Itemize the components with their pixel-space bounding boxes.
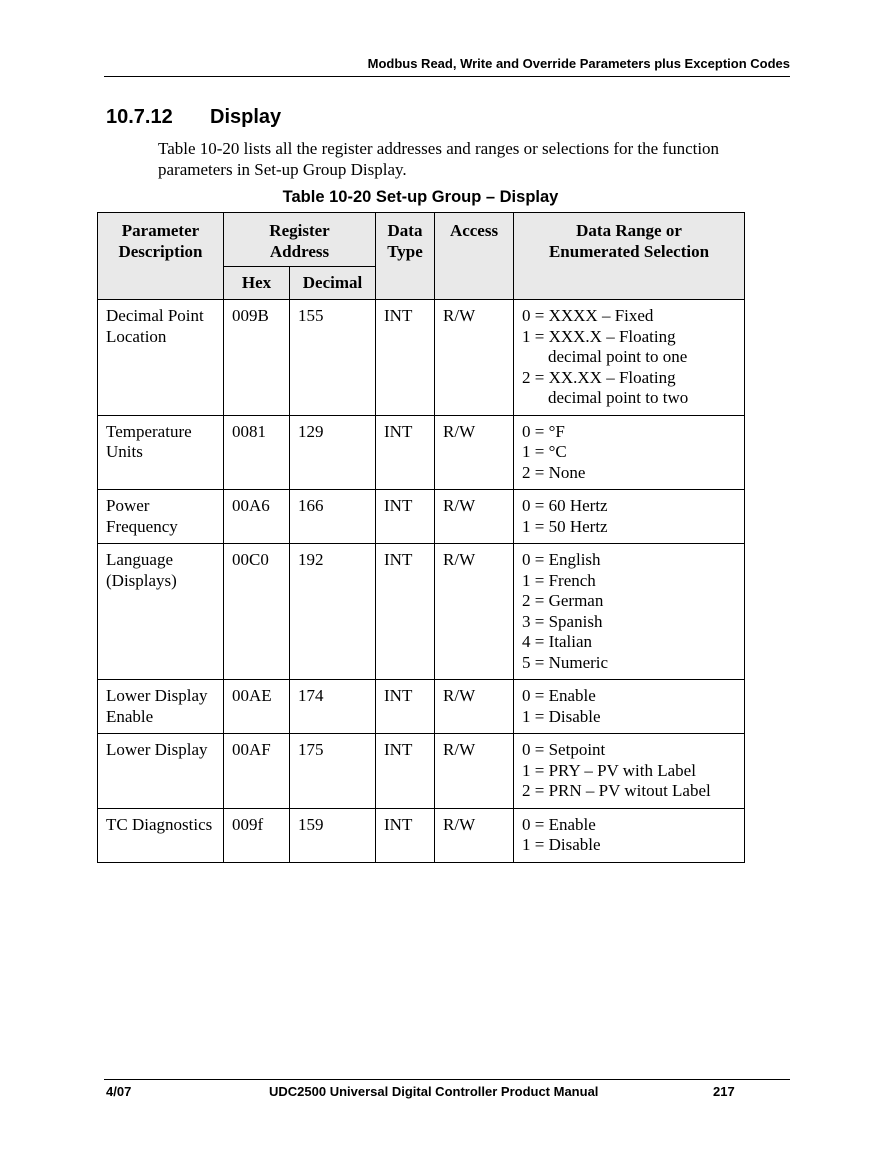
cell-parameter-description: TC Diagnostics <box>98 808 224 862</box>
cell-parameter-description: Decimal Point Location <box>98 300 224 416</box>
header-data-range: Data Range or Enumerated Selection <box>514 213 745 300</box>
table-row <box>98 680 745 734</box>
cell-data-type: INT <box>376 490 435 544</box>
cell-decimal: 175 <box>290 734 376 809</box>
range-option: 0 = Setpoint <box>522 740 606 759</box>
intro-line: parameters in Set-up Group Display. <box>158 159 407 179</box>
header-decimal: Decimal <box>290 267 376 300</box>
header-parameter-description: Parameter Description <box>98 213 224 300</box>
cell-decimal: 192 <box>290 544 376 680</box>
intro-paragraph <box>158 139 758 180</box>
range-option: 1 = French <box>522 570 596 590</box>
range-option: 1 = Disable <box>522 835 601 854</box>
cell-hex: 00C0 <box>224 544 290 680</box>
cell-access: R/W <box>435 544 514 680</box>
cell-hex: 00A6 <box>224 490 290 544</box>
range-option: decimal point to two <box>548 388 689 407</box>
footer-rule <box>104 1079 790 1080</box>
intro-line: Table 10-20 lists all the register addresses and ranges or selections for the function <box>158 139 720 158</box>
cell-access: R/W <box>435 680 514 734</box>
range-option: 0 = °F <box>522 421 565 441</box>
footer-manual-title: UDC2500 Universal Digital Controller Product Manual <box>269 1084 599 1099</box>
footer-date: 4/07 <box>106 1084 132 1099</box>
cell-access: R/W <box>435 734 514 809</box>
range-option: 0 = Enable <box>522 814 596 834</box>
table-row <box>98 415 745 490</box>
cell-data-type: INT <box>376 544 435 680</box>
table-row <box>98 490 745 544</box>
cell-hex: 009f <box>224 808 290 862</box>
cell-decimal: 159 <box>290 808 376 862</box>
setup-group-display-table <box>97 212 745 863</box>
range-option: 0 = XXXX – Fixed <box>522 306 654 325</box>
section-heading <box>106 106 281 129</box>
cell-access: R/W <box>435 490 514 544</box>
footer-page-number: 217 <box>713 1084 735 1099</box>
cell-access: R/W <box>435 415 514 490</box>
range-option: 1 = Disable <box>522 706 601 726</box>
table-row <box>98 544 745 680</box>
header-rule <box>104 76 790 77</box>
range-option: 2 = PRN – PV witout Label <box>522 781 711 800</box>
cell-data-range <box>514 300 745 416</box>
cell-hex: 00AF <box>224 734 290 809</box>
header-data-type: Data Type <box>376 213 435 300</box>
cell-data-range <box>514 544 745 680</box>
range-option: 2 = None <box>522 462 586 482</box>
range-option: 3 = Spanish <box>522 611 603 631</box>
cell-hex: 00AE <box>224 680 290 734</box>
cell-parameter-description: Lower Display Enable <box>98 680 224 734</box>
cell-parameter-description: Power Frequency <box>98 490 224 544</box>
cell-access: R/W <box>435 300 514 416</box>
running-header: Modbus Read, Write and Override Parameters plus Exception Codes <box>367 56 790 71</box>
range-option: 2 = XX.XX – Floating <box>522 367 676 387</box>
range-option: 0 = 60 Hertz <box>522 496 608 515</box>
cell-parameter-description: Language (Displays) <box>98 544 224 680</box>
range-option: 0 = Enable <box>522 686 596 705</box>
cell-data-type: INT <box>376 415 435 490</box>
range-option: 0 = English <box>522 550 601 569</box>
cell-data-range <box>514 490 745 544</box>
cell-decimal: 174 <box>290 680 376 734</box>
header-hex: Hex <box>224 267 290 300</box>
cell-data-type: INT <box>376 300 435 416</box>
cell-data-range <box>514 808 745 862</box>
header-access: Access <box>435 213 514 300</box>
table-caption: Table 10-20 Set-up Group – Display <box>282 188 559 206</box>
cell-data-range <box>514 734 745 809</box>
cell-decimal: 155 <box>290 300 376 416</box>
table-row <box>98 300 745 416</box>
range-option: 1 = 50 Hertz <box>522 516 608 536</box>
section-number: 10.7.12 <box>106 106 173 128</box>
cell-data-type: INT <box>376 808 435 862</box>
header-register-address: Register Address <box>224 213 376 267</box>
table-row <box>98 808 745 862</box>
cell-access: R/W <box>435 808 514 862</box>
cell-hex: 0081 <box>224 415 290 490</box>
range-option: 1 = XXX.X – Floating <box>522 326 676 346</box>
cell-decimal: 129 <box>290 415 376 490</box>
cell-data-range <box>514 415 745 490</box>
cell-data-type: INT <box>376 680 435 734</box>
cell-hex: 009B <box>224 300 290 416</box>
table-row <box>98 734 745 809</box>
range-option: 2 = German <box>522 591 604 610</box>
range-option: 5 = Numeric <box>522 652 609 672</box>
range-option: 4 = Italian <box>522 632 593 651</box>
cell-parameter-description: Lower Display <box>98 734 224 809</box>
range-option: decimal point to one <box>548 347 688 366</box>
range-option: 1 = °C <box>522 442 567 461</box>
cell-decimal: 166 <box>290 490 376 544</box>
range-option: 1 = PRY – PV with Label <box>522 760 696 780</box>
cell-data-range <box>514 680 745 734</box>
cell-parameter-description: Temperature Units <box>98 415 224 490</box>
cell-data-type: INT <box>376 734 435 809</box>
section-title: Display <box>210 106 282 128</box>
